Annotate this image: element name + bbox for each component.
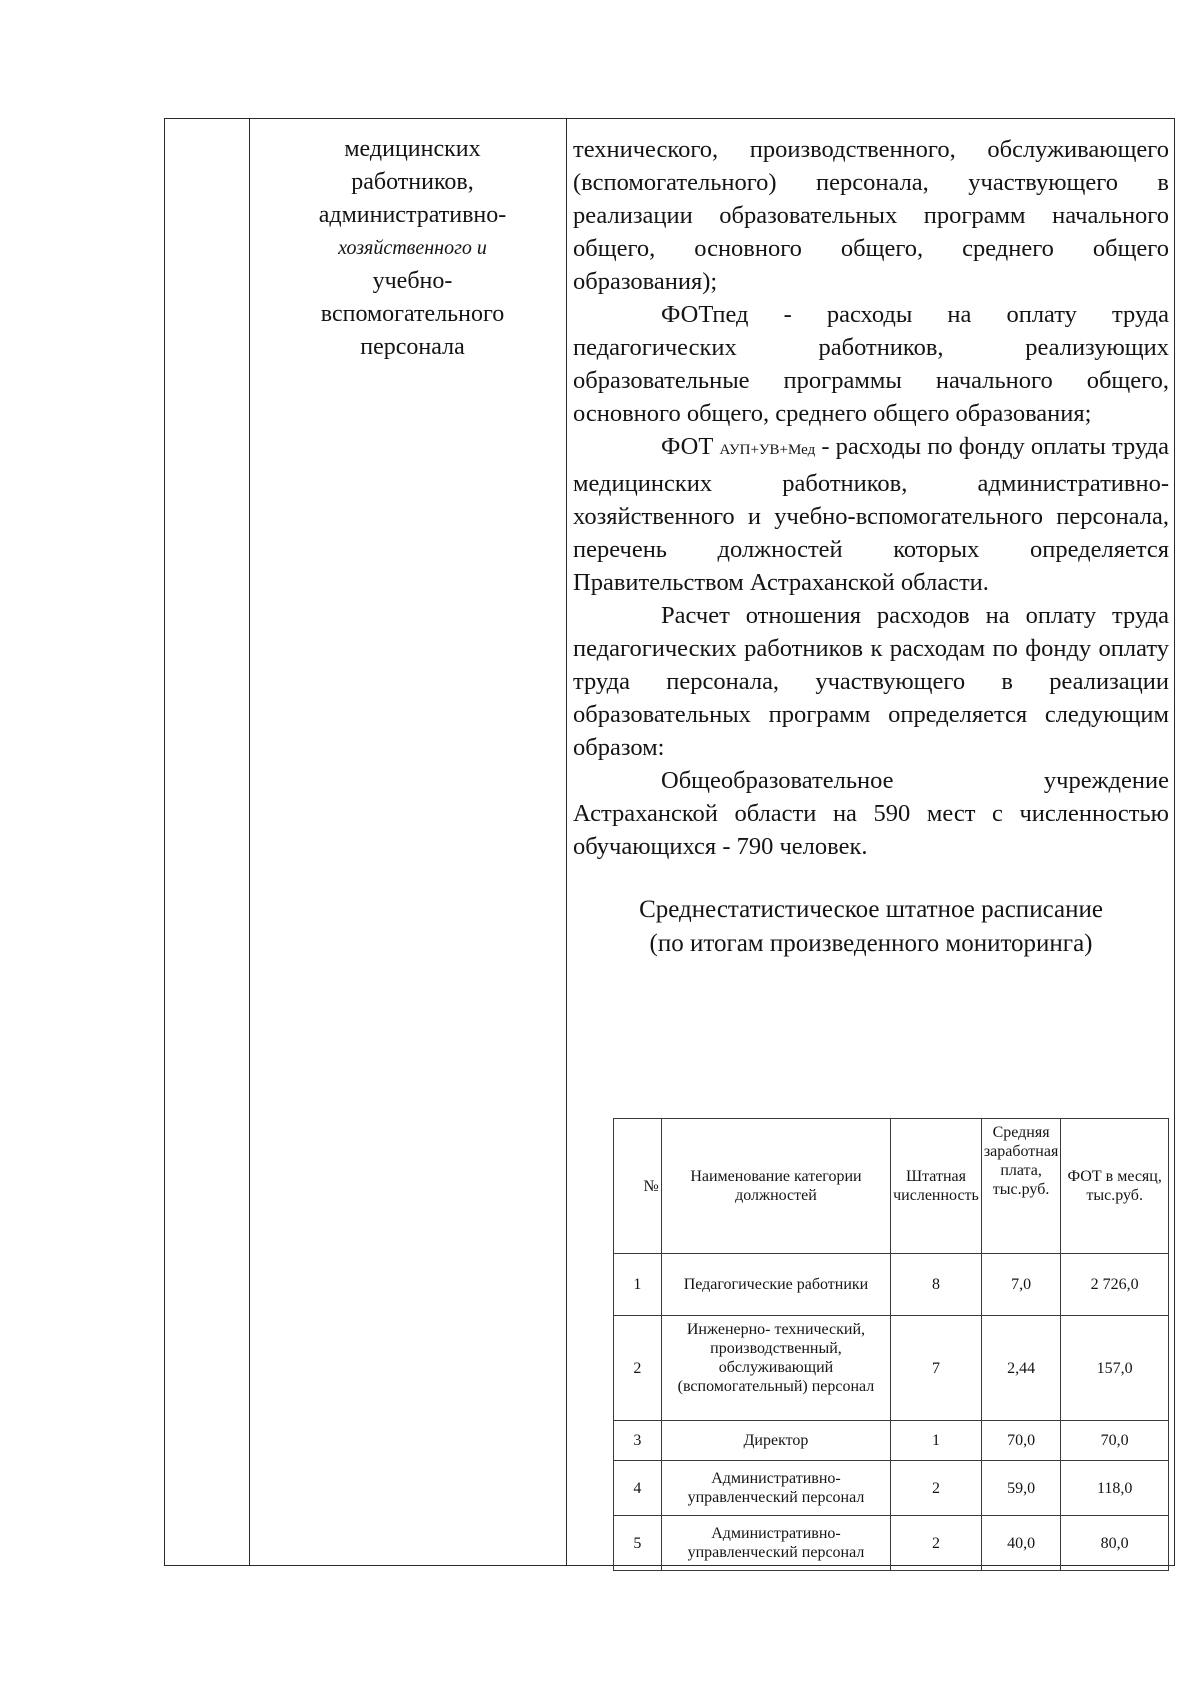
table-header-row	[614, 1119, 1169, 1254]
category-line: вспомогательного	[320, 301, 505, 327]
row-num: 1	[614, 1254, 662, 1316]
category-line: медицинских	[344, 136, 481, 162]
description-cell	[573, 133, 1170, 1561]
staff-schedule-table	[613, 1118, 1169, 1571]
header-num: №	[614, 1119, 662, 1254]
category-line: персонала	[360, 334, 465, 360]
row-payroll: 80,0	[1061, 1516, 1169, 1571]
paragraph-fot-aup	[573, 430, 1169, 599]
row-salary: 59,0	[981, 1461, 1060, 1516]
table-row	[614, 1516, 1169, 1571]
paragraph-fot-ped: ФОТпед - расходы на оплату труда педагогических работников, реализующих образовательные программы начального общего, основного общего, среднего общего образования;	[573, 301, 1169, 427]
paragraph-institution: Общеобразовательное учреждение Астраханской области на 590 мест с численностью обучающихся - 790 человек.	[573, 767, 1169, 860]
header-category: Наименование категории должностей	[661, 1119, 890, 1254]
fot-label: ФОТ	[661, 433, 714, 460]
category-line: работников,	[351, 169, 474, 195]
row-category	[661, 1316, 890, 1421]
row-salary: 2,44	[981, 1316, 1060, 1421]
row-num: 2	[614, 1316, 662, 1421]
category-cell	[255, 133, 570, 364]
table-row	[614, 1421, 1169, 1461]
table-row	[614, 1461, 1169, 1516]
schedule-title	[573, 893, 1169, 961]
schedule-title-line: Среднестатистическое штатное расписание	[639, 896, 1103, 923]
header-payroll: ФОТ в месяц, тыс.руб.	[1061, 1119, 1169, 1254]
row-payroll: 70,0	[1061, 1421, 1169, 1461]
row-num: 5	[614, 1516, 662, 1571]
row-category: Административно-управленческий персонал	[661, 1516, 890, 1571]
header-salary	[981, 1119, 1060, 1254]
row-staff: 7	[891, 1316, 982, 1421]
document-table	[164, 118, 1175, 1566]
header-salary-text: Средняя заработная плата, тыс.руб.	[983, 1124, 1059, 1198]
row-payroll: 157,0	[1061, 1316, 1169, 1421]
row-salary: 40,0	[981, 1516, 1060, 1571]
paragraph-calculation: Расчет отношения расходов на оплату труда педагогических работников к расходам по фонду оплату труда персонала, участвующего в реализации образовательных программ определяется следующим образом:	[573, 602, 1169, 761]
fot-subscript: АУП+УВ+Мед	[719, 442, 816, 458]
category-line: хозяйственного и	[338, 237, 487, 259]
row-num: 4	[614, 1461, 662, 1516]
row-salary: 70,0	[981, 1421, 1060, 1461]
schedule-title-line: (по итогам произведенного мониторинга)	[649, 930, 1093, 957]
row-payroll: 2 726,0	[1061, 1254, 1169, 1316]
category-line: административно-	[318, 202, 507, 228]
row-staff: 2	[891, 1516, 982, 1571]
row-staff: 1	[891, 1421, 982, 1461]
row-staff: 2	[891, 1461, 982, 1516]
paragraph-personnel: технического, производственного, обслуживающего (вспомогательного) персонала, участвующего в реализации образовательных программ начального общего, основного общего, среднего общего образования);	[573, 136, 1169, 295]
row-category-text: Инженерно- технический, производственный, обслуживающий (вспомогательный) персонал	[677, 1321, 875, 1395]
row-staff: 8	[891, 1254, 982, 1316]
row-payroll: 118,0	[1061, 1461, 1169, 1516]
table-row	[614, 1254, 1169, 1316]
row-salary: 7,0	[981, 1254, 1060, 1316]
header-staff: Штатная численность	[891, 1119, 982, 1254]
table-row	[614, 1316, 1169, 1421]
column-divider	[249, 119, 250, 1565]
fot-text: - расходы по фонду оплаты труда медицинских работников, административно-хозяйственного и учебно-вспомогательного персонала, перечень должностей которых определяется Правительством Астраханской области.	[573, 433, 1170, 596]
row-num: 3	[614, 1421, 662, 1461]
row-category: Педагогические работники	[661, 1254, 890, 1316]
row-category: Директор	[661, 1421, 890, 1461]
category-line: учебно-	[372, 268, 453, 294]
row-category: Административно-управленческий персонал	[661, 1461, 890, 1516]
